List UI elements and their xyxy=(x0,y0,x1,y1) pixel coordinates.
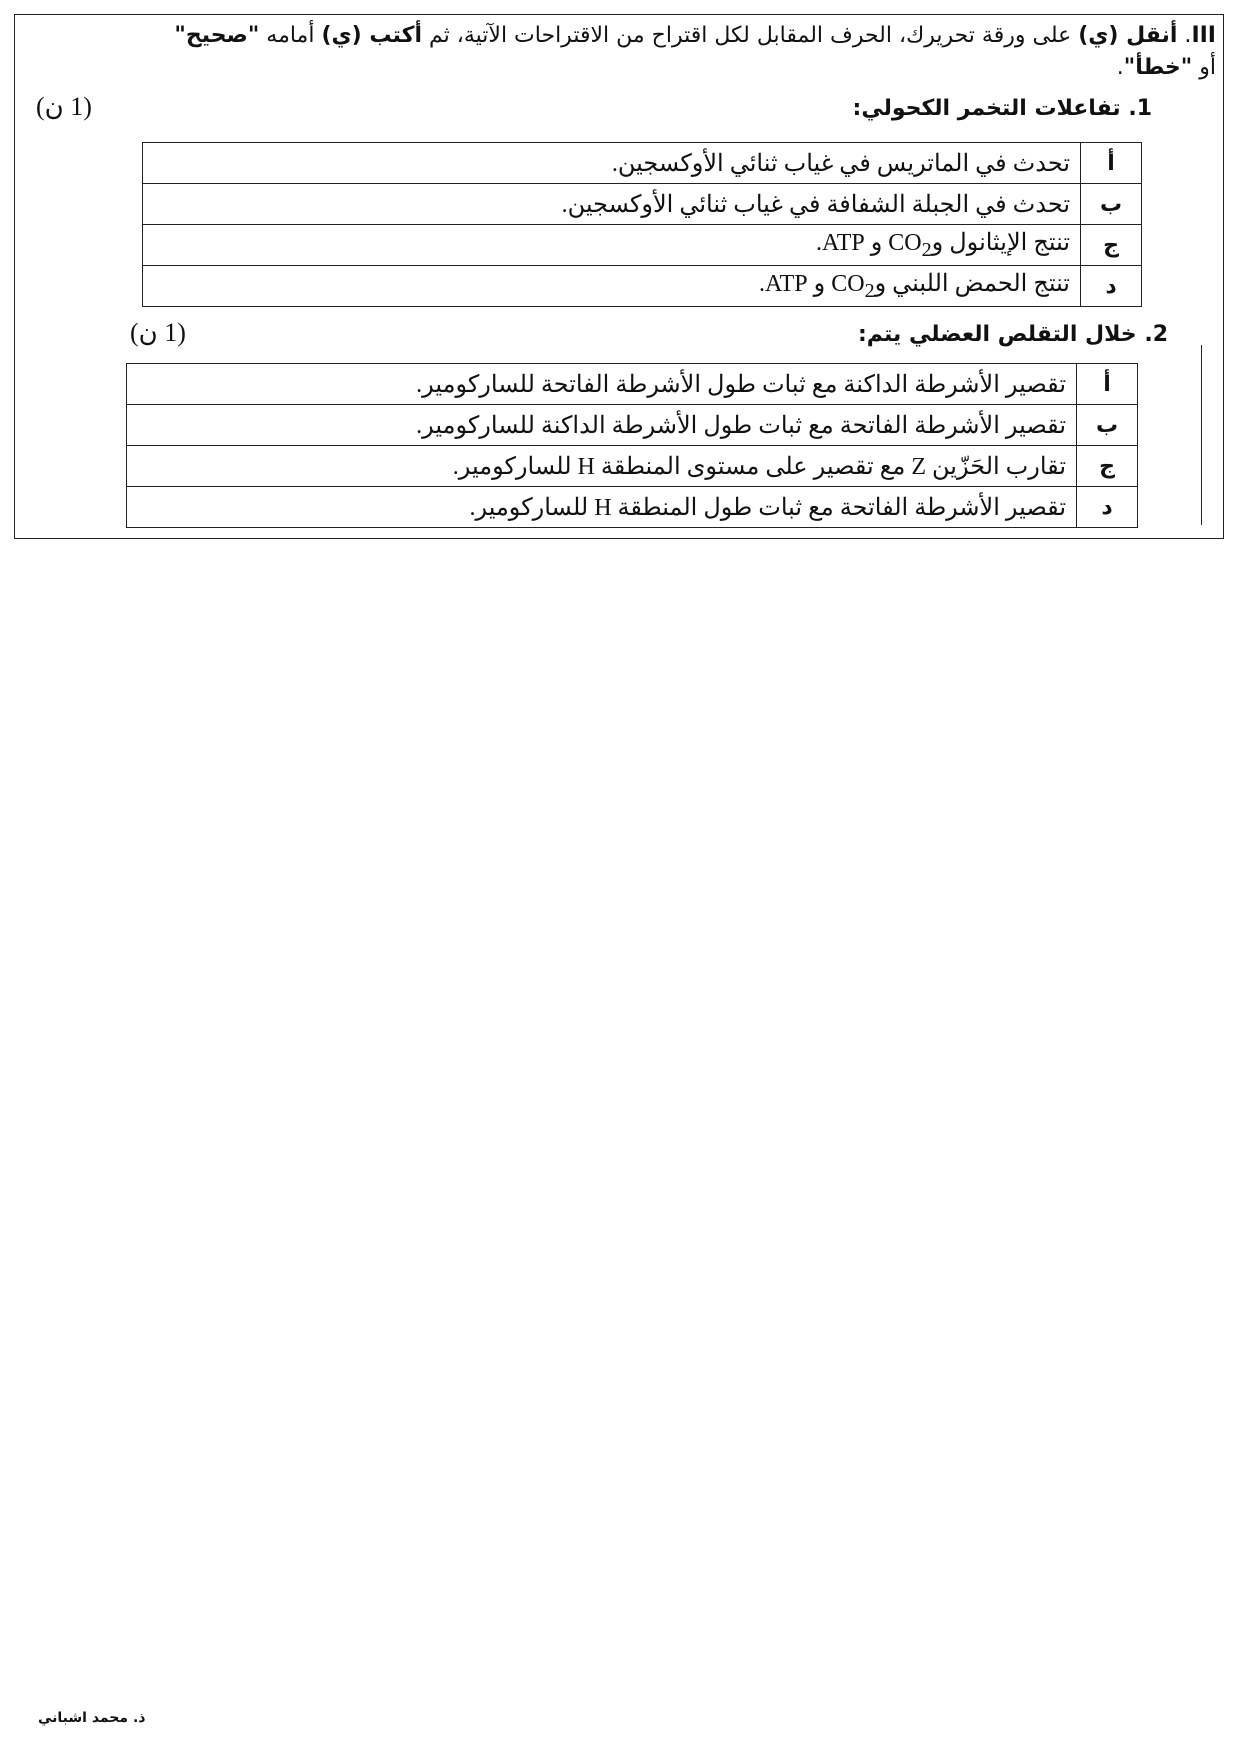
choice-text xyxy=(143,225,1081,266)
co2-formula xyxy=(888,230,932,261)
intro-text-3: أمامه xyxy=(259,23,322,48)
choice-text: تحدث في الجبلة الشفافة في غياب ثنائي الأوكسجين. xyxy=(143,184,1081,225)
subscript: 2 xyxy=(921,238,932,261)
choice-text: تقصير الأشرطة الفاتحة مع ثبات طول المنطقة H للساركومير. xyxy=(127,487,1077,528)
intro-bold-2: أكتب (ي) xyxy=(321,23,422,48)
table-row xyxy=(127,405,1138,446)
choice-letter: أ xyxy=(1077,364,1138,405)
co2-formula xyxy=(831,271,875,302)
frame-divider xyxy=(1201,345,1202,525)
co-symbol: CO xyxy=(831,271,865,298)
choice-text-part: و ATP. xyxy=(816,230,889,257)
question-2-choices-table xyxy=(126,363,1138,528)
question-1-choices-table xyxy=(142,142,1142,307)
table-row xyxy=(143,184,1142,225)
choice-text: تقارب الحَزّين Z مع تقصير على مستوى المنطقة H للساركومير. xyxy=(127,446,1077,487)
exercise-instructions xyxy=(56,20,1216,84)
question-2-title: 2. خلال التقلص العضلي يتم: xyxy=(858,322,1168,347)
section-number: III xyxy=(1191,23,1216,48)
choice-letter: ج xyxy=(1081,225,1142,266)
table-row xyxy=(127,446,1138,487)
intro-bold-3: "صحيح" xyxy=(174,23,260,48)
question-1-title: 1. تفاعلات التخمر الكحولي: xyxy=(852,96,1152,121)
intro-bold-1: أنقل (ي) xyxy=(1078,23,1178,48)
table-row xyxy=(143,225,1142,266)
intro-text-2: على ورقة تحريرك، الحرف المقابل لكل اقتراح من الاقتراحات الآتية، ثم xyxy=(422,23,1079,48)
choice-letter: ج xyxy=(1077,446,1138,487)
choice-letter: أ xyxy=(1081,143,1142,184)
choice-text: تقصير الأشرطة الفاتحة مع ثبات طول الأشرطة الداكنة للساركومير. xyxy=(127,405,1077,446)
intro-text-1: . xyxy=(1177,23,1192,48)
table-row xyxy=(127,364,1138,405)
intro-text-5: . xyxy=(1116,55,1124,80)
author-footer: ذ. محمد اشباني xyxy=(38,1710,146,1726)
choice-letter: د xyxy=(1081,266,1142,307)
choice-letter: ب xyxy=(1077,405,1138,446)
question-1-points: (1 ن) xyxy=(36,92,92,121)
choice-text-part: و ATP. xyxy=(758,271,832,298)
intro-text-4: أو xyxy=(1192,55,1216,80)
table-row xyxy=(143,266,1142,307)
co-symbol: CO xyxy=(888,230,922,257)
choice-text: تحدث في الماتريس في غياب ثنائي الأوكسجين. xyxy=(143,143,1081,184)
choice-text: تقصير الأشرطة الداكنة مع ثبات طول الأشرطة الفاتحة للساركومير. xyxy=(127,364,1077,405)
choice-letter: ب xyxy=(1081,184,1142,225)
choice-text-part: تنتج الحمض اللبني و xyxy=(874,271,1070,298)
choice-letter: د xyxy=(1077,487,1138,528)
table-row xyxy=(143,143,1142,184)
subscript: 2 xyxy=(864,279,875,302)
choice-text xyxy=(143,266,1081,307)
table-row xyxy=(127,487,1138,528)
question-2-points: (1 ن) xyxy=(130,318,186,347)
choice-text-part: تنتج الإيثانول و xyxy=(931,230,1070,257)
intro-bold-4: "خطأ" xyxy=(1123,55,1193,80)
